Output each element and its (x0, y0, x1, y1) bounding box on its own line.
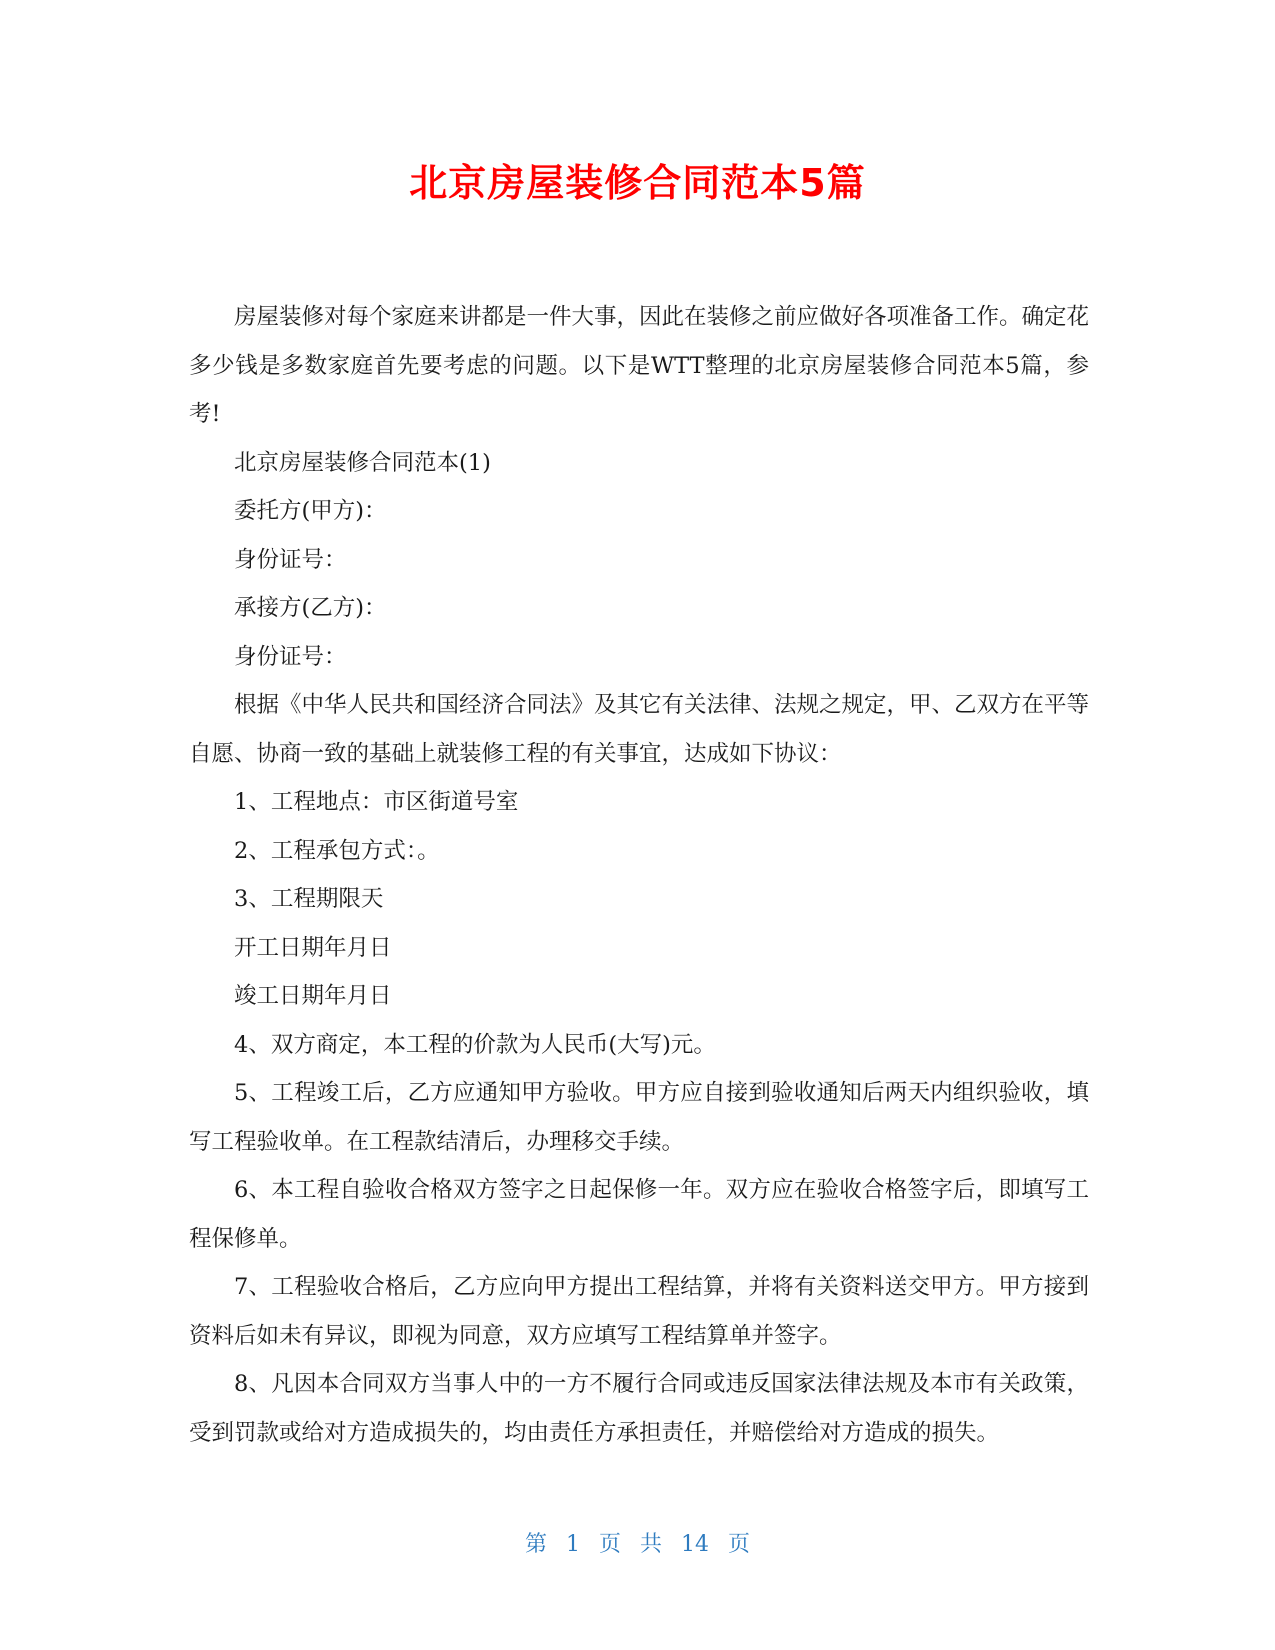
paragraph-clause-3: 3、工程期限天 (234, 886, 384, 912)
footer-total-prefix: 共 (640, 1532, 663, 1557)
paragraph-clause-7: 7、工程验收合格后，乙方应向甲方提出工程结算，并将有关资料送交甲方。甲方接到资料后如未有异议，即视为同意，双方应填写工程结算单并签字。 (189, 1274, 1089, 1349)
paragraph-party-b-id: 身份证号： (234, 643, 347, 670)
paragraph-clause-6: 6、本工程自验收合格双方签字之日起保修一年。双方应在验收合格签字后，即填写工程保修单。 (189, 1177, 1089, 1252)
paragraph-end-date: 竣工日期年月日 (234, 983, 392, 1009)
footer-total-pages: 14 (681, 1532, 710, 1557)
page-footer (0, 1530, 1275, 1560)
paragraph-clause-2: 2、工程承包方式：。 (234, 837, 440, 864)
footer-total-suffix: 页 (728, 1532, 751, 1557)
paragraph-party-b: 承接方(乙方)： (234, 595, 387, 621)
document-title: 北京房屋装修合同范本5篇 (409, 161, 866, 205)
document-body (189, 293, 1089, 1457)
paragraph-legal-basis: 根据《中华人民共和国经济合同法》及其它有关法律、法规之规定，甲、乙双方在平等自愿、协商一致的基础上就装修工程的有关事宜，达成如下协议： (189, 692, 1090, 767)
paragraph-clause-1: 1、工程地点：市区街道号室 (234, 789, 519, 815)
paragraph-clause-5: 5、工程竣工后，乙方应通知甲方验收。甲方应自接到验收通知后两天内组织验收，填写工程验收单。在工程款结清后，办理移交手续。 (189, 1080, 1089, 1155)
footer-page-word: 页 (598, 1532, 621, 1557)
footer-prefix: 第 (524, 1532, 547, 1557)
paragraph-party-a: 委托方(甲方)： (234, 498, 387, 524)
paragraph-start-date: 开工日期年月日 (234, 934, 392, 961)
paragraph-clause-8: 8、凡因本合同双方当事人中的一方不履行合同或违反国家法律法规及本市有关政策，受到罚款或给对方造成损失的，均由责任方承担责任，并赔偿给对方造成的损失。 (189, 1371, 1089, 1446)
paragraph-contract-heading: 北京房屋装修合同范本(1) (234, 449, 491, 476)
paragraph-clause-4: 4、双方商定，本工程的价款为人民币(大写)元。 (234, 1031, 716, 1058)
paragraph-party-a-id: 身份证号： (234, 546, 347, 573)
footer-current-page: 1 (565, 1532, 580, 1557)
paragraph-intro: 房屋装修对每个家庭来讲都是一件大事，因此在装修之前应做好各项准备工作。确定花多少钱是多数家庭首先要考虑的问题。以下是WTT整理的北京房屋装修合同范本5篇，参考! (189, 304, 1090, 427)
